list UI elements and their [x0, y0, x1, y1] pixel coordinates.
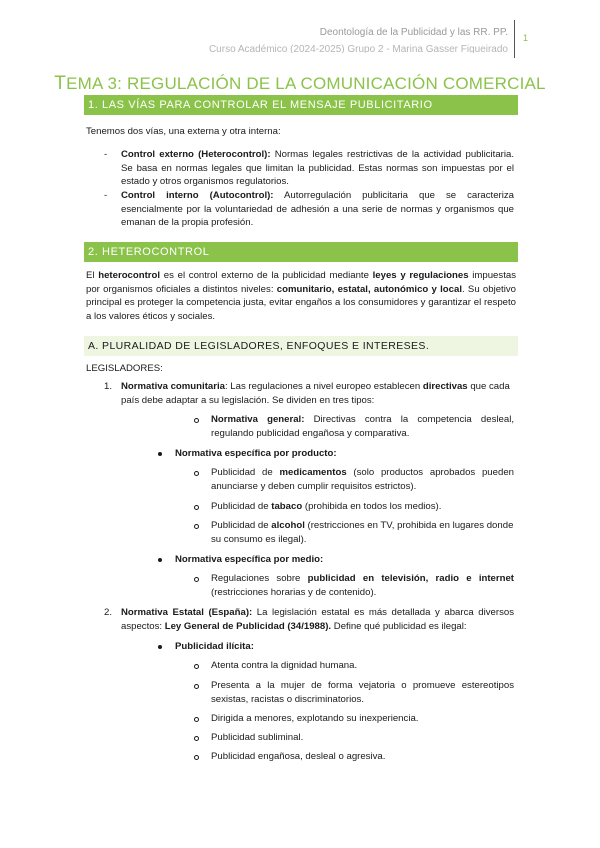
item-text: Directivas contra la competencia desleal, regulando publicidad engañosa y comparativa.	[211, 414, 514, 439]
header-divider	[514, 20, 515, 58]
section1-intro: Tenemos dos vías, una externa y otra interna:	[86, 126, 281, 137]
publicidad-medicamentos	[211, 466, 514, 493]
item-bold: Publicidad ilícita:	[175, 641, 254, 652]
list-number: 1.	[104, 381, 113, 392]
title-text: EMA 3: REGULACIÓN DE LA COMUNICACIÓN COMERCIAL	[66, 74, 546, 93]
para-bold: heterocontrol	[98, 270, 161, 281]
list-item-control-interno	[121, 189, 514, 230]
item-text: Define qué publicidad es ilegal:	[331, 620, 467, 632]
item-text: Publicidad de	[211, 501, 272, 512]
item-bold: tabaco	[271, 501, 303, 512]
ring-bullet	[194, 524, 199, 529]
dash-marker: -	[104, 149, 108, 160]
ring-bullet	[194, 471, 199, 476]
page-header	[0, 0, 600, 55]
ilicita-item: Dirigida a menores, explotando su inexperiencia.	[211, 713, 419, 724]
section-heading-vias: 1. LAS VÍAS PARA CONTROLAR EL MENSAJE PUBLICITARIO	[84, 95, 518, 115]
item-text: Autorregulación publicitaria que se caracteriza esencialmente por la voluntariedad de adhesión a una serie de normas y organismos que emanan de la propia profesión.	[121, 190, 514, 228]
item-bold: Normativa específica por medio:	[175, 554, 324, 565]
header-course-title: Deontología de la Publicidad y las RR. PP.	[319, 27, 508, 38]
list-number: 2.	[104, 607, 113, 618]
item-bold: alcohol	[271, 520, 305, 531]
ring-bullet	[194, 664, 199, 669]
ring-bullet	[194, 684, 199, 689]
item-bold: Normativa comunitaria	[121, 381, 225, 392]
section-heading-heterocontrol: 2. HETEROCONTROL	[84, 242, 518, 262]
item-text: (restricciones horarias y de contenido).	[211, 586, 377, 598]
item-bold: Normativa específica por producto:	[175, 448, 337, 459]
item-text: Publicidad de	[211, 520, 272, 531]
ring-bullet	[194, 505, 199, 510]
item-bold: Normativa Estatal (España):	[121, 607, 253, 618]
ilicita-item: Publicidad engañosa, desleal o agresiva.	[211, 751, 386, 762]
ring-bullet	[194, 577, 199, 582]
item-bold: medicamentos	[279, 467, 347, 478]
item-bold: Control interno (Autocontrol):	[121, 190, 274, 201]
page-title	[0, 73, 600, 95]
list-item-control-externo	[121, 148, 514, 189]
item-bold: Normativa general:	[211, 414, 305, 425]
item-text: Regulaciones sobre	[211, 573, 308, 584]
ilicita-item: Publicidad subliminal.	[211, 732, 304, 743]
item-text: que cada país debe adaptar a su legislación. Se dividen en tres tipos:	[121, 381, 510, 406]
item-bold: Ley General de Publicidad (34/1988).	[164, 620, 332, 632]
heterocontrol-paragraph	[86, 269, 516, 323]
normativa-producto-heading	[175, 447, 337, 461]
ring-bullet	[194, 736, 199, 741]
disc-bullet	[158, 558, 162, 562]
publicidad-ilicita-heading	[175, 640, 254, 654]
ilicita-item: Atenta contra la dignidad humana.	[211, 660, 358, 671]
normativa-general	[211, 413, 514, 440]
ring-bullet	[194, 717, 199, 722]
para-bold: leyes y regulaciones	[372, 270, 469, 281]
para-text: impuestas por organismos oficiales a distintos niveles:	[86, 270, 516, 295]
item-text: La legislación estatal es más detallada y abarca diversos aspectos:	[121, 607, 514, 632]
item-text: Publicidad de	[211, 467, 280, 478]
para-text: es el control externo de la publicidad mediante	[160, 270, 373, 281]
para-text: El	[86, 270, 99, 281]
regulaciones-medios	[211, 572, 514, 599]
disc-bullet	[158, 645, 162, 649]
item-bold: Control externo (Heterocontrol):	[121, 149, 271, 160]
item-text: (prohibida en todos los medios).	[302, 501, 442, 512]
normativa-medio-heading	[175, 553, 323, 567]
item-text: Normas legales restrictivas de la actividad publicitaria. Se basa en normas legales que limitan la publicidad. Estas normas son impuestas por el estado y otros organismos regulatorios.	[121, 149, 515, 187]
header-course-info: Curso Académico (2024-2025) Grupo 2 - Marina Gasser Figueirado	[208, 44, 508, 53]
ilicita-item: Presenta a la mujer de forma vejatoria o promueve estereotipos sexistas, racistas o discriminatorios.	[211, 680, 514, 705]
publicidad-tabaco	[211, 500, 514, 514]
title-initial: T	[54, 73, 67, 94]
ring-bullet	[194, 418, 199, 423]
publicidad-alcohol	[211, 519, 516, 546]
legisladores-label: LEGISLADORES:	[86, 363, 163, 374]
normativa-estatal	[121, 606, 514, 633]
item-text: : Las regulaciones a nivel europeo establecen	[224, 381, 423, 392]
item-text: (restricciones en TV, prohibida en lugares donde su consumo es ilegal).	[211, 520, 514, 545]
subsection-heading-pluralidad: A. PLURALIDAD DE LEGISLADORES, ENFOQUES E INTERESES.	[84, 336, 518, 356]
para-bold: comunitario, estatal, autonómico y local	[276, 283, 462, 295]
ring-bullet	[194, 755, 199, 760]
item-bold: publicidad en televisión, radio e internet	[307, 573, 514, 584]
normativa-comunitaria	[121, 380, 517, 407]
disc-bullet	[158, 452, 162, 456]
page-number: 1	[523, 33, 529, 43]
dash-marker: -	[104, 190, 108, 201]
item-bold: directivas	[422, 381, 468, 392]
para-text: . Su objetivo principal es proteger la competencia justa, evitar engaños a los consumidores y garantizar el respeto a los valores éticos y sociales.	[86, 283, 516, 322]
item-text: (solo productos aprobados pueden anunciarse y deben cumplir requisitos estrictos).	[211, 467, 514, 492]
